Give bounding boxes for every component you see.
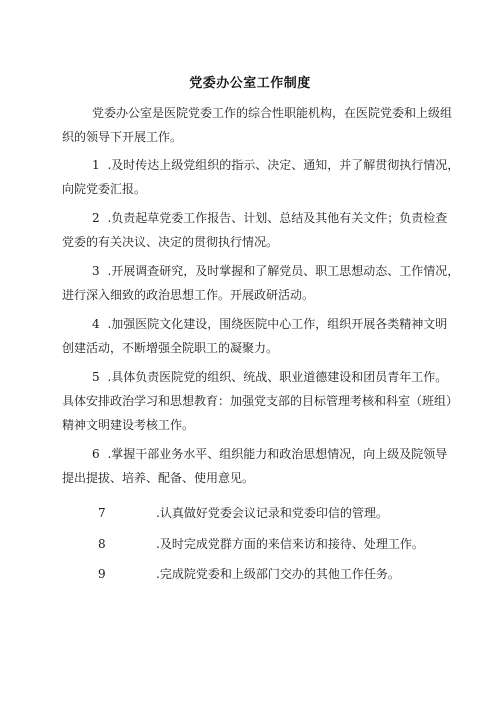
item-line: 提出提拔、培养、配备、使用意见。 bbox=[62, 471, 255, 485]
item-number-8: 8 bbox=[98, 537, 106, 551]
item-text: .及时传达上级党组织的指示、决定、通知，并了解贯彻执行情况， bbox=[107, 158, 460, 172]
intro-line: 织的领导下开展工作。 bbox=[62, 130, 183, 144]
list-item-2 bbox=[92, 211, 447, 225]
list-item-3 bbox=[92, 264, 459, 278]
item-line: 精神文明建设考核工作。 bbox=[62, 418, 195, 432]
list-item-5 bbox=[92, 370, 447, 384]
item-text: .加强医院文化建设，围绕医院中心工作，组织开展各类精神文明 bbox=[107, 317, 448, 331]
item-text: .掌握干部业务水平、组织能力和政治思想情况，向上级及院领导 bbox=[107, 447, 448, 461]
item-number: 6 bbox=[92, 447, 100, 461]
item-number-7: 7 bbox=[98, 506, 106, 520]
item-text: .开展调查研究，及时掌握和了解党员、职工思想动态、工作情况， bbox=[107, 264, 460, 278]
item-line: 党委的有关决议、决定的贯彻执行情况。 bbox=[62, 235, 279, 249]
list-item-9: .完成院党委和上级部门交办的其他工作任务。 bbox=[156, 567, 400, 581]
item-number: 1 bbox=[92, 158, 100, 172]
item-number: 3 bbox=[92, 264, 100, 278]
item-line: 进行深入细致的政治思想工作。开展政研活动。 bbox=[62, 288, 315, 302]
item-text: .负责起草党委工作报告、计划、总结及其他有关文件；负责检查 bbox=[107, 211, 448, 225]
list-item-4 bbox=[92, 317, 447, 331]
item-line: 创建活动，不断增强全院职工的凝聚力。 bbox=[62, 341, 279, 355]
item-number: 2 bbox=[92, 211, 100, 225]
item-line: 具体安排政治学习和思想教育：加强党支部的目标管理考核和科室（班组） bbox=[62, 394, 459, 408]
list-item-6 bbox=[92, 447, 447, 461]
document-title: 党委办公室工作制度 bbox=[189, 76, 311, 91]
item-number-9: 9 bbox=[98, 567, 106, 581]
intro-line: 党委办公室是医院党委工作的综合性职能机构，在医院党委和上级组 bbox=[92, 106, 453, 120]
item-number: 5 bbox=[92, 370, 100, 384]
list-item-8: .及时完成党群方面的来信来访和接待、处理工作。 bbox=[156, 537, 424, 551]
item-line: 向院党委汇报。 bbox=[62, 182, 147, 196]
list-item-7: .认真做好党委会议记录和党委印信的管理。 bbox=[156, 506, 388, 520]
list-item-1 bbox=[92, 158, 459, 172]
item-text: .具体负责医院党的组织、统战、职业道德建设和团员青年工作。 bbox=[107, 370, 448, 384]
item-number: 4 bbox=[92, 317, 100, 331]
